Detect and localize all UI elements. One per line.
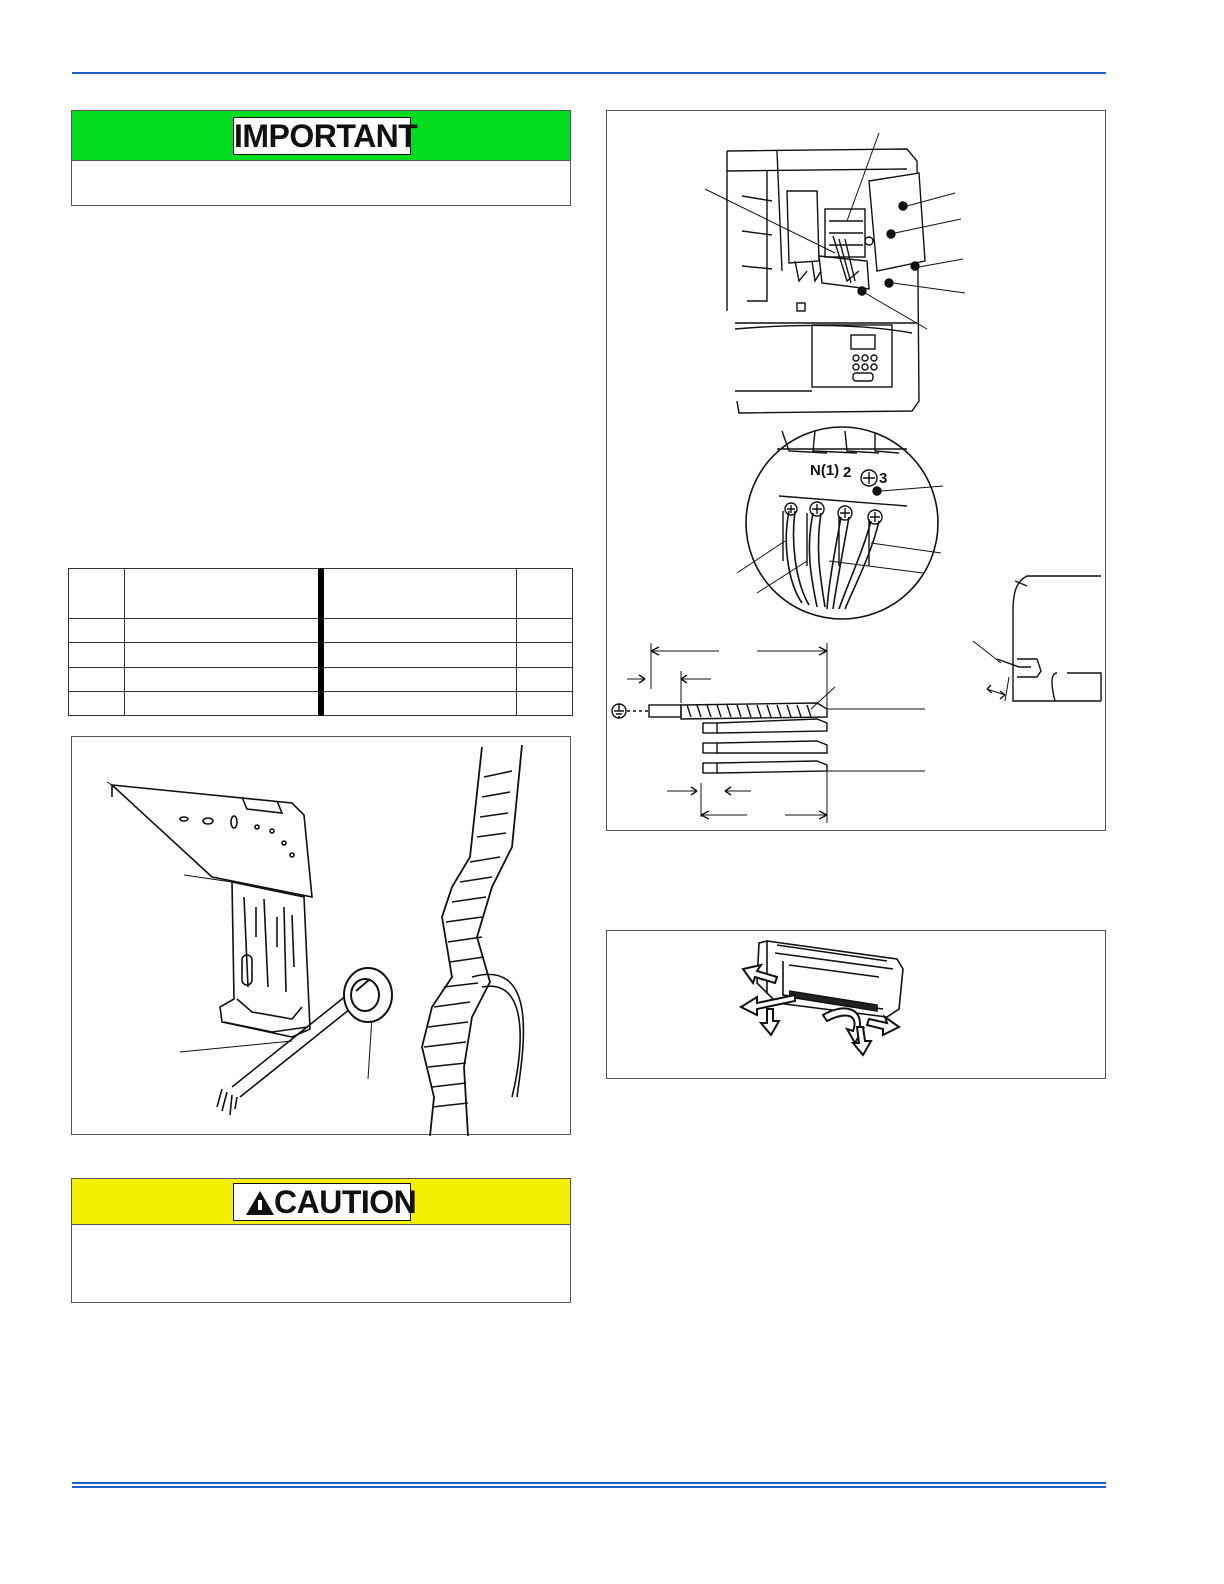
table-cell: [517, 643, 573, 667]
table-cell: [125, 619, 321, 643]
footer-rule-top: [72, 1482, 1106, 1484]
wiring-drawing: [607, 111, 1107, 832]
terminal-label-n1: N(1): [810, 462, 840, 479]
table-cell: [69, 667, 125, 691]
footer-rule-bottom: [72, 1486, 1106, 1488]
airflow-figure: [606, 930, 1106, 1079]
table-cell: [321, 643, 517, 667]
mounting-plate-figure: [71, 736, 571, 1135]
terminal-label-3: 3: [879, 470, 888, 487]
caution-banner: [72, 1179, 570, 1225]
table-cell: [125, 667, 321, 691]
mounting-plate-drawing: [72, 737, 572, 1136]
table-cell: [321, 619, 517, 643]
important-notice: [71, 110, 571, 206]
table-cell: [321, 569, 517, 619]
caution-label: CAUTION: [274, 1184, 417, 1220]
airflow-arrow-right: [867, 1017, 899, 1035]
table-cell: [125, 691, 321, 715]
table-cell: [321, 667, 517, 691]
table-cell: [517, 691, 573, 715]
table-cell: [125, 643, 321, 667]
header-rule: [72, 72, 1106, 74]
terminal-label-2: 2: [843, 464, 852, 481]
warning-exclamation: [258, 1200, 262, 1210]
wiring-figure: [606, 110, 1106, 831]
table-cell: [69, 569, 125, 619]
important-label: IMPORTANT: [234, 118, 418, 154]
caution-notice: [71, 1178, 571, 1303]
airflow-arrow-down-left: [761, 1009, 779, 1035]
spec-table: [68, 568, 573, 716]
airflow-drawing: [607, 931, 1107, 1080]
table-cell: [69, 691, 125, 715]
table-cell: [321, 691, 517, 715]
airflow-arrow-curl: [823, 1008, 863, 1043]
table-cell: [517, 667, 573, 691]
table-cell: [69, 643, 125, 667]
table-cell: [517, 569, 573, 619]
table-cell: [125, 569, 321, 619]
caution-tag: [233, 1183, 417, 1221]
important-banner: [72, 111, 570, 161]
table-cell: [69, 619, 125, 643]
table-cell: [517, 619, 573, 643]
